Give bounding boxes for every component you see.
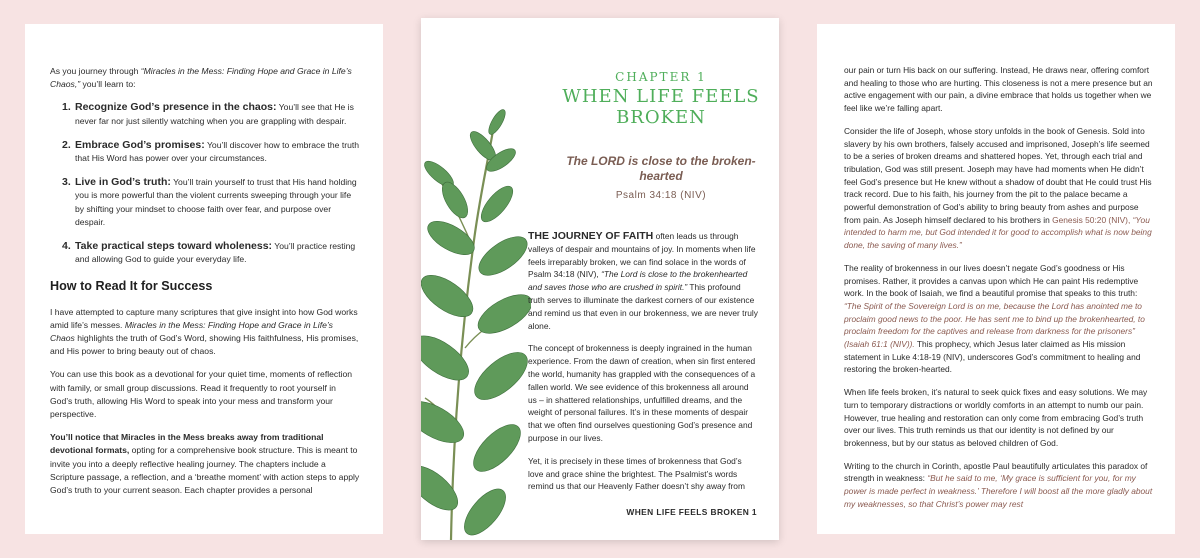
para3-b: This prophecy, which Jesus later claimed as His mission statement in Luke 4:18-19 (NIV), underscores God’s commitment to healing and restoring the broken-hearted.: [844, 339, 1141, 375]
intro-pre: As you journey through: [50, 66, 141, 76]
paragraph: [528, 230, 758, 332]
verse-reference: Psalm 34:18 (NIV): [615, 190, 707, 201]
para1-title: Miracles in the Mess: Finding Hope and Grace in Life’s Chaos: [50, 319, 333, 344]
list-text: You’ll discover how to embrace the truth that His Word has power over your circumstances.: [75, 139, 360, 164]
para3-a: The reality of brokenness in our lives doesn’t negate God’s goodness or His promises. Rather, it provides a canvas upon which He can paint His redemptive work. In the book of Isaiah, we find a beautiful promise that speaks to this truth:: [844, 262, 1139, 299]
page-footer: WHEN LIFE FEELS BROKEN 1: [626, 507, 757, 517]
para2-ref: Genesis 50:20 (NIV),: [1052, 214, 1131, 225]
book-page-center: [421, 18, 779, 540]
intro-post: you’ll learn to:: [80, 79, 136, 90]
para1-b: highlights the truth of God’s Word, showing His faithfulness, His promises, and His power to bring beauty out of chaos.: [50, 333, 359, 357]
book-page-left: [25, 24, 383, 534]
para1-a: often leads us through valleys of despair and mountains of joy. In moments when life feels irreparably broken, we can find solace in the words of Psalm 34:18 (NIV),: [528, 231, 756, 280]
list-number: 1.: [62, 101, 71, 114]
list-label: Embrace God’s promises:: [75, 138, 205, 151]
list-item: [50, 176, 360, 229]
page-left-text: [50, 65, 360, 507]
intro-title: “Miracles in the Mess: Finding Hope and Grace in Life’s Chaos,”: [50, 66, 352, 90]
list-item: [50, 240, 360, 266]
lead-in: THE JOURNEY OF FAITH: [528, 230, 654, 242]
paragraph: The concept of brokenness is deeply ingrained in the human experience. From the dawn of creation, when sin first entered the world, humanity has grappled with the consequences of a fallen world. We see evidence of this brokenness all around us – in shattered relationships, unfulfilled dreams, and the weight of personal failures. It’s in these moments of despair that we often find ourselves questioning God’s presence and purpose in our lives.: [528, 343, 756, 443]
list-text: You’ll practice resting and allowing God to guide your everyday life.: [75, 241, 356, 265]
paragraph: Yet, it is precisely in these times of brokenness that God’s love and grace shine the brightest. The Psalmist’s words remind us that our Heavenly Father doesn’t shy away from: [528, 455, 745, 492]
list-number: 2.: [62, 138, 71, 151]
paragraph: [844, 125, 1156, 252]
paragraph: You can use this book as a devotional for your quiet time, moments of reflection with family, or small group discussions. Read it frequently to root yourself in God’s truth, allowing His Word to speak into your mess and transform your perspective.: [50, 369, 353, 420]
para3-rest: opting for a comprehensive book structure. This is meant to invite you into a deeply reflective healing journey. The chapters include a Scripture passage, a reflection, and a ‘breathe moment’ with action steps to apply God’s truth to your current season. Each chapter provides a personal: [50, 445, 360, 496]
para2-quote: “You intended to harm me, but God intended it for good to accomplish what is now being done, the saving of many lives.”: [844, 214, 1152, 251]
chapter-header: [561, 70, 761, 201]
para1-a: I have attempted to capture many scriptures that give insight into how God works amid life’s messes.: [50, 306, 358, 330]
page-center-text: [528, 230, 758, 503]
paragraph: [844, 460, 1156, 511]
list-number: 3.: [62, 176, 71, 189]
list-number: 4.: [62, 240, 71, 253]
list-item: [50, 101, 360, 127]
paragraph: [844, 262, 1156, 376]
paragraph: When life feels broken, it’s natural to seek quick fixes and easy solutions. We may turn to temporary distractions or worldly comforts in an attempt to numb our pain. However, true healing and restoration can only come from embracing God’s truth over our lives. This truth reminds us that our identity is not defined by our brokenness, but by our status as beloved children of God.: [844, 387, 1148, 448]
learning-list: [50, 101, 360, 266]
section-heading: How to Read It for Success: [50, 279, 213, 294]
para2-a: Consider the life of Joseph, whose story unfolds in the book of Genesis. Sold into slavery by his own brothers, falsely accused and imprisoned, Joseph’s life seemed to be a series of broken dreams and shattered hopes. Yet, through each trial and tribulation, God was still present. Joseph may have had moments when He didn’t feel God’s presence but He knew without a shadow of doubt that He could trust His track record. Due to his faith, his journey from the pit to the palace became a powerful demonstration of God’s ability to bring beauty from ashes and purpose from pain. As Joseph himself declared to his brothers in: [844, 125, 1152, 225]
chapter-title: WHEN LIFE FEELS BROKEN: [562, 86, 760, 128]
eucalyptus-plant-illustration: [421, 108, 531, 540]
list-text: You’ll train yourself to trust that His hand holding you is more powerful than the violent currents sweeping through your life by shifting your mindset to choose faith over fear, and purpose over despair.: [75, 177, 357, 227]
list-text: You’ll see that He is never far nor just silently watching when you are grappling with despair.: [75, 102, 354, 126]
chapter-verse: The LORD is close to the broken-hearted: [566, 154, 756, 183]
paragraph: [50, 306, 360, 359]
list-label: Recognize God’s presence in the chaos:: [75, 101, 277, 114]
page-right-text: [844, 64, 1156, 521]
para1-b: This profound truth serves to illuminate the darkest corners of our existence and remind us that even in our brokenness, we are never truly alone.: [528, 282, 758, 331]
para3-bold: You’ll notice that Miracles in the Mess breaks away from traditional devotional formats,: [50, 432, 324, 456]
book-page-right: [817, 24, 1175, 534]
list-label: Live in God’s truth:: [75, 176, 171, 189]
paragraph: [50, 431, 360, 497]
para5-quote: “But he said to me, ‘My grace is sufficient for you, for my power is made perfect in weakness.’ Therefore I will boost all the more gladly about my weaknesses, so that Christ’s power may rest: [844, 473, 1153, 509]
para1-quote: “The Lord is close to the brokenhearted and saves those who are crushed in spirit.”: [528, 269, 748, 293]
para3-quote: “The Spirit of the Sovereign Lord is on me, because the Lord has anointed me to proclaim good news to the poor. He has sent me to bind up the brokenhearted, to proclaim freedom for the captives and release from darkness for the prisoners” (Isaiah 61:1 (NIV)).: [844, 300, 1145, 350]
list-item: [50, 139, 360, 165]
list-label: Take practical steps toward wholeness:: [75, 240, 273, 253]
paragraph: our pain or turn His back on our suffering. Instead, He draws near, offering comfort and healing to those who are hurting. This closeness is not a mere presence but an active engagement with our pain, a divine embrace that holds us together when we feel like we’re falling apart.: [844, 65, 1153, 114]
chapter-number: CHAPTER 1: [615, 70, 707, 84]
para5-a: Writing to the church in Corinth, apostle Paul beautifully articulates this paradox of strength in weakness:: [844, 460, 1148, 484]
intro-paragraph: [50, 65, 360, 91]
